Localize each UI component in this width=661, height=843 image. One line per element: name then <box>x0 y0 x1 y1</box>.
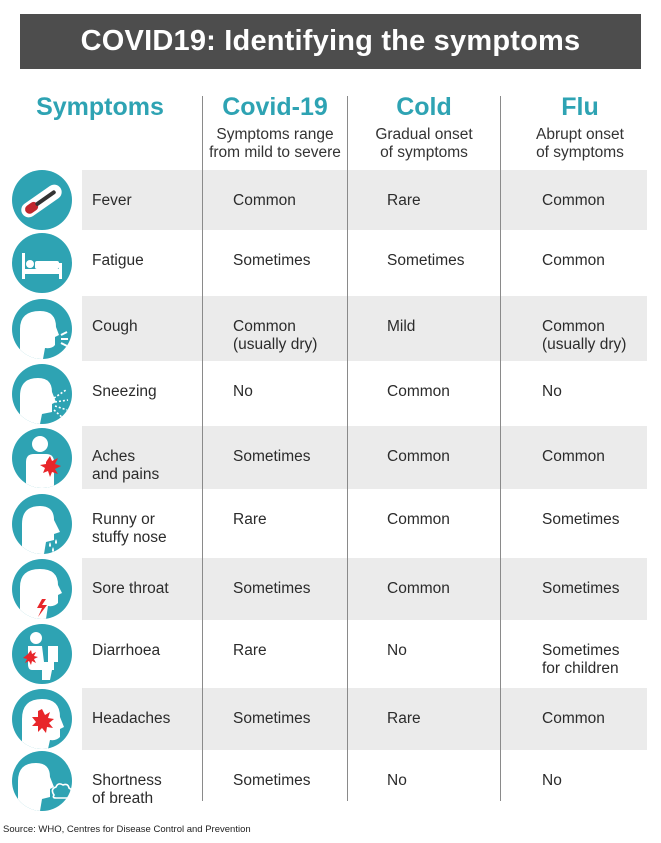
table-row <box>0 230 661 296</box>
cold-value <box>387 192 497 210</box>
cold-value-line: Common <box>387 580 450 597</box>
cold-value-line: Sometimes <box>387 252 465 269</box>
toilet-icon <box>12 624 72 684</box>
cold-value <box>387 772 497 790</box>
cold-value <box>387 580 497 598</box>
covid-value-line: Sometimes <box>233 772 311 789</box>
covid-value-line: Sometimes <box>233 710 311 727</box>
cold-value <box>387 252 497 270</box>
cold-value <box>387 511 497 529</box>
runny-nose-icon <box>12 494 72 554</box>
header-symptoms-title: Symptoms <box>36 93 164 121</box>
table-row <box>0 426 661 489</box>
table-row <box>0 489 661 558</box>
column-divider <box>202 96 203 801</box>
table-row <box>0 361 661 426</box>
column-divider <box>500 96 501 801</box>
symptom-name <box>92 192 202 210</box>
flu-value-line: for children <box>542 660 619 677</box>
symptom-name-line: Fever <box>92 192 132 209</box>
flu-value <box>542 318 660 354</box>
symptom-name-line: of breath <box>92 790 154 807</box>
flu-value-line: No <box>542 772 562 789</box>
table-row <box>0 296 661 361</box>
symptom-name-line: Fatigue <box>92 252 144 269</box>
flu-value-line: Common <box>542 448 605 465</box>
cold-value-line: No <box>387 642 407 659</box>
symptom-name <box>92 318 202 336</box>
source-note: Source: WHO, Centres for Disease Control and Prevention <box>3 824 251 835</box>
symptom-name <box>92 448 202 484</box>
flu-value <box>542 772 660 790</box>
covid-value-line: Sometimes <box>233 252 311 269</box>
covid-value-line: Rare <box>233 642 267 659</box>
covid-value <box>233 383 345 401</box>
flu-value <box>542 710 660 728</box>
table-row <box>0 620 661 688</box>
symptom-name-line: Shortness <box>92 772 162 789</box>
flu-value <box>542 192 660 210</box>
table-row <box>0 688 661 750</box>
symptom-name <box>92 511 202 547</box>
column-divider <box>347 96 348 801</box>
covid-value-line: No <box>233 383 253 400</box>
header-cold <box>348 92 500 162</box>
symptom-name-line: stuffy nose <box>92 529 167 546</box>
cold-value <box>387 448 497 466</box>
header-symptoms <box>20 92 180 122</box>
symptom-name <box>92 710 202 728</box>
covid-value-line: (usually dry) <box>233 336 318 353</box>
flu-value-line: Common <box>542 252 605 269</box>
header-covid <box>202 92 348 162</box>
sneeze-icon <box>12 364 72 424</box>
header-flu <box>500 92 660 162</box>
header-covid-title: Covid-19 <box>222 93 328 121</box>
flu-value-line: No <box>542 383 562 400</box>
table-row <box>0 750 661 812</box>
flu-value <box>542 252 660 270</box>
covid-value-line: Sometimes <box>233 448 311 465</box>
covid-value-line: Sometimes <box>233 580 311 597</box>
symptom-name-line: Sneezing <box>92 383 157 400</box>
table-row <box>0 170 661 230</box>
flu-value <box>542 448 660 466</box>
covid-value-line: Common <box>233 318 296 335</box>
flu-value <box>542 511 660 529</box>
thermometer-icon <box>12 170 72 230</box>
cold-value-line: Common <box>387 511 450 528</box>
cold-value-line: Rare <box>387 192 421 209</box>
cold-value-line: Common <box>387 448 450 465</box>
cold-value <box>387 710 497 728</box>
symptom-name <box>92 580 202 598</box>
cold-value <box>387 383 497 401</box>
flu-value <box>542 580 660 598</box>
cough-icon <box>12 299 72 359</box>
flu-value <box>542 642 660 678</box>
table-row <box>0 558 661 620</box>
symptom-name-line: Aches <box>92 448 136 465</box>
header-flu-title: Flu <box>561 93 599 121</box>
flu-value-line: Sometimes <box>542 580 620 597</box>
sore-throat-icon <box>12 559 72 619</box>
covid-value <box>233 580 345 598</box>
symptom-name-line: Headaches <box>92 710 171 727</box>
flu-value-line: Common <box>542 192 605 209</box>
symptom-name <box>92 383 202 401</box>
cold-value <box>387 318 497 336</box>
aches-icon <box>12 428 72 488</box>
symptom-name-line: Cough <box>92 318 138 335</box>
cold-value <box>387 642 497 660</box>
covid-value <box>233 448 345 466</box>
header-cold-title: Cold <box>396 93 452 121</box>
cold-value-line: Rare <box>387 710 421 727</box>
symptom-name-line: Diarrhoea <box>92 642 161 659</box>
flu-value <box>542 383 660 401</box>
bed-icon <box>12 233 72 293</box>
page-title: COVID19: Identifying the symptoms <box>20 14 641 69</box>
covid-value <box>233 772 345 790</box>
flu-value-line: Sometimes <box>542 511 620 528</box>
header-cold-subtitle: Gradual onset of symptoms <box>375 126 473 161</box>
symptom-name <box>92 252 202 270</box>
headache-icon <box>12 689 72 749</box>
flu-value-line: (usually dry) <box>542 336 627 353</box>
header-flu-subtitle: Abrupt onset of symptoms <box>536 126 624 161</box>
flu-value-line: Common <box>542 318 605 335</box>
breath-icon <box>12 751 72 811</box>
cold-value-line: Common <box>387 383 450 400</box>
covid-value <box>233 642 345 660</box>
flu-value-line: Sometimes <box>542 642 620 659</box>
covid-value <box>233 511 345 529</box>
covid-value-line: Common <box>233 192 296 209</box>
symptom-name <box>92 772 202 808</box>
covid-value <box>233 710 345 728</box>
symptom-name <box>92 642 202 660</box>
cold-value-line: No <box>387 772 407 789</box>
symptom-name-line: Sore throat <box>92 580 169 597</box>
flu-value-line: Common <box>542 710 605 727</box>
covid-value <box>233 192 345 210</box>
symptom-name-line: and pains <box>92 466 160 483</box>
header-covid-subtitle: Symptoms range from mild to severe <box>209 126 341 161</box>
covid-value-line: Rare <box>233 511 267 528</box>
covid-value <box>233 252 345 270</box>
covid-value <box>233 318 345 354</box>
symptom-name-line: Runny or <box>92 511 155 528</box>
cold-value-line: Mild <box>387 318 416 335</box>
